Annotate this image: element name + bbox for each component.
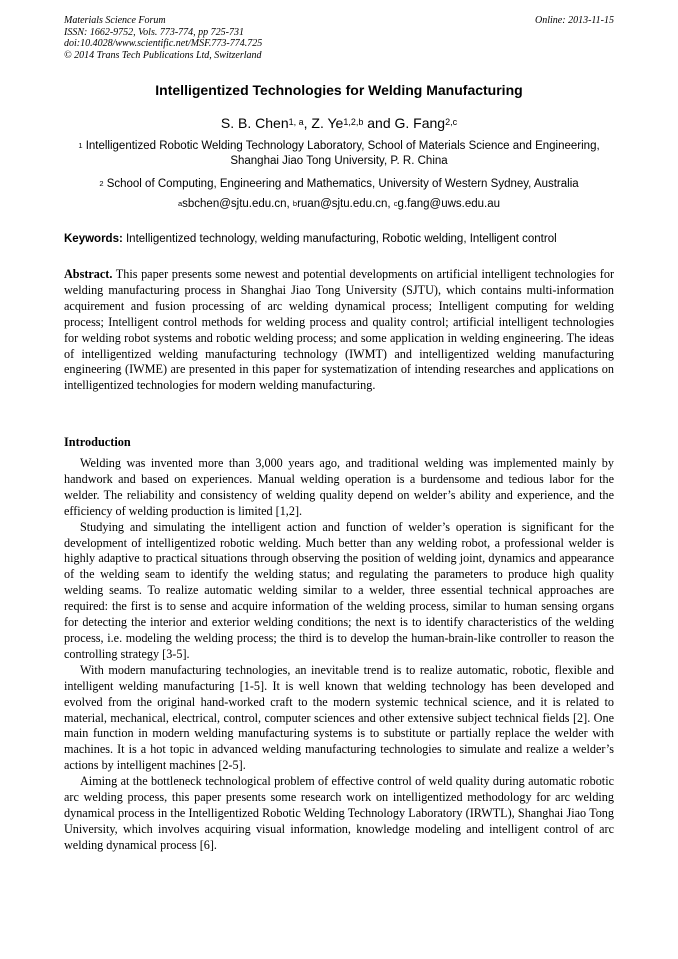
email-mark: a xyxy=(177,199,183,208)
affiliation-number: 1 xyxy=(78,141,83,150)
abstract-text: This paper presents some newest and potential developments on artificial intelligent technologies for welding manufacturing process in Shanghai Jiao Tong University (SJTU), which contains multi-information acquirement and fusion processing of arc welding dynamical process; Intelligent computing for welding process; Intelligent control methods for welding process and quality control; artificial intelligent technologies for welding robot systems and robotic welding process; and some application in welding engineering. The ideas of intelligentized welding manufacturing technology (IWMT) and intelligentized welding manufacturing engineering (IWME) are presented in this paper for systematization of intending researches and applications on intelligentized technologies for modern welding manufacturing. xyxy=(64,267,614,393)
affiliation-number: 2 xyxy=(99,179,104,188)
email-link: ruan@sjtu.edu.cn, xyxy=(297,198,394,210)
body-paragraph: With modern manufacturing technologies, an inevitable trend is to realize automatic, robotic, flexible and intelligent welding manufacturing [1-5]. It is well known that welding technology has been developed and evolved from the original hand-worked craft to the modern systemic technical science, and it is related to material, mechanical, electrical, control, computer sciences and other extensive subject technical fields [2]. One main function in modern welding manufacturing systems is to substitute or partially replace the welder with machines. It is a hot topic in advanced welding manufacturing technologies to simulate and realize a welder’s actions by intelligent machines [2-5]. xyxy=(64,662,614,773)
affiliation-text: School of Computing, Engineering and Mathematics, University of Western Sydney, Australia xyxy=(106,178,579,190)
introduction-heading: Introduction xyxy=(64,435,131,449)
journal-name: Materials Science Forum xyxy=(64,15,166,26)
journal-header xyxy=(64,15,262,61)
body-paragraph: Studying and simulating the intelligent action and function of welder’s operation is significant for the development of intelligentized robotic welding. Much better than any welding robot, a professional welder is highly adaptive to practical situations through observing the position of welding joint, dynamics and appearance of the welding seam to identify the welding status; and regulating the parameters to produce high quality welding seams. To realize automatic welding similar to a welder, three essential technical approaches are required: the first is to sense and acquire information of the welding process, similar to human sensing organs for detecting the interior and exterior welding conditions; the next is to identify characteristics of the welding process, i.e. modeling the welding process; the third is to develop the human-brain-like controller to reason the controlling strategy [3-5]. xyxy=(64,519,614,661)
online-date: Online: 2013-11-15 xyxy=(535,15,614,26)
author-affiliation-mark: 1, a xyxy=(288,117,304,127)
author-list xyxy=(40,114,638,132)
keywords-label: Keywords: xyxy=(64,233,123,245)
body-paragraph: Aiming at the bottleneck technological problem of effective control of weld quality during automatic robotic arc welding process, this paper presents some research work on intelligentized methodology for arc welding dynamical process in the Intelligentized Robotic Welding Technology Laboratory (IRWTL), Shanghai Jiao Tong University, which involves acquiring visual information, knowledge modeling and intelligent control of arc welding dynamical process [6]. xyxy=(64,774,614,852)
affiliation-2 xyxy=(60,177,618,192)
abstract-label: Abstract. xyxy=(64,267,113,281)
author-affiliation-mark: 2,c xyxy=(445,117,458,127)
author-name: and G. Fang xyxy=(363,115,446,131)
email-link: sbchen@sjtu.edu.cn, xyxy=(182,198,293,210)
author-emails xyxy=(60,197,618,212)
email-link: g.fang@uws.edu.au xyxy=(397,198,501,210)
body-paragraph: Welding was invented more than 3,000 years ago, and traditional welding was implemented mainly by handwork and based on experiences. Manual welding operation is a burdensome and tedious labor for the welder. The reliability and consistency of welding quality depend on welder’s ability and experience, and the efficiency of welding production is limited [1,2]. xyxy=(64,456,614,518)
affiliation-1 xyxy=(60,139,618,169)
author-name: , Z. Ye xyxy=(303,115,344,131)
introduction-body xyxy=(64,456,614,854)
doi-line: doi:10.4028/www.scientific.net/MSF.773-774.725 xyxy=(64,38,263,49)
affiliation-text: Intelligentized Robotic Welding Technology Laboratory, School of Materials Science and Engineering, Shanghai Jiao Tong University, P. R. China xyxy=(85,140,600,167)
author-name: S. B. Chen xyxy=(220,115,289,131)
author-affiliation-mark: 1,2,b xyxy=(343,117,364,127)
email-mark: b xyxy=(292,199,298,208)
issn-line: ISSN: 1662-9752, Vols. 773-774, pp 725-731 xyxy=(64,26,244,38)
keywords-section xyxy=(64,232,614,247)
abstract-section xyxy=(64,267,614,394)
paper-title: Intelligentized Technologies for Welding Manufacturing xyxy=(155,82,523,98)
keywords-text: Intelligentized technology, welding manufacturing, Robotic welding, Intelligent control xyxy=(122,233,557,245)
email-mark: c xyxy=(393,199,398,208)
copyright-line: © 2014 Trans Tech Publications Ltd, Switzerland xyxy=(64,49,262,61)
